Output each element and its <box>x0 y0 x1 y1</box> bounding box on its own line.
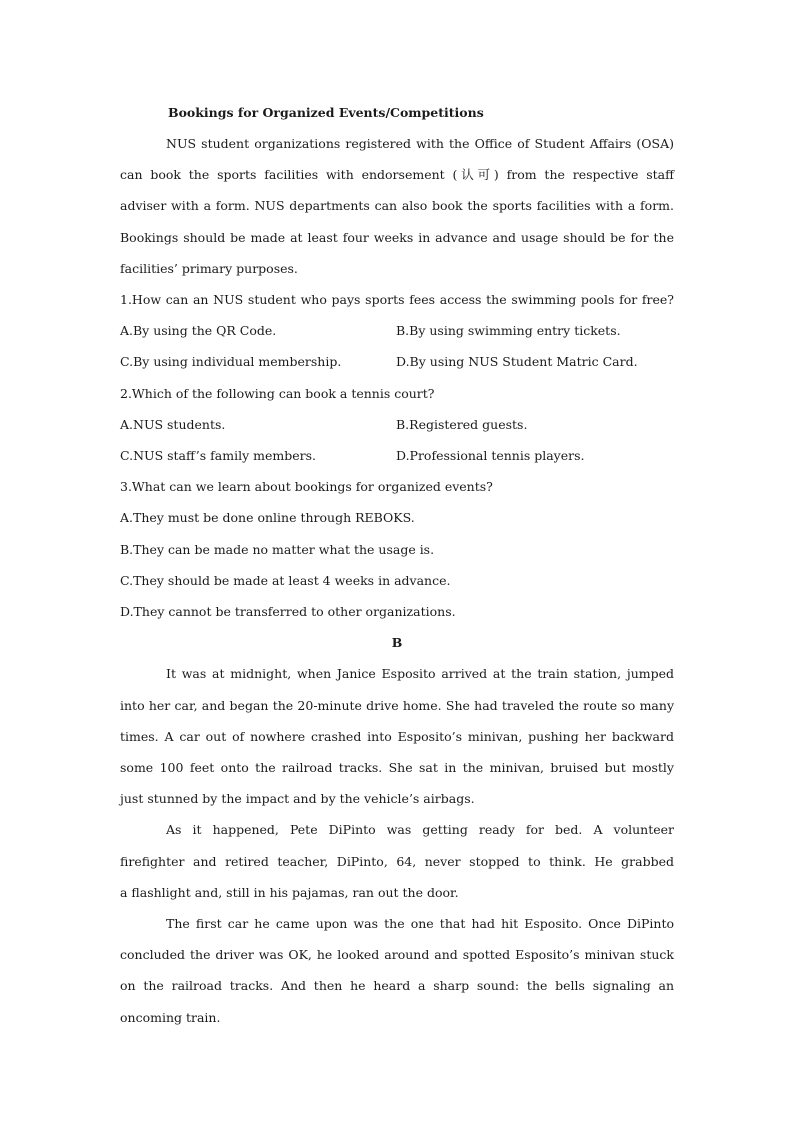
paragraph-line: As it happened, Pete DiPinto was getting ready for bed. A volunteer <box>166 822 674 837</box>
question-3-option-d: D.They cannot be transferred to other organizations. <box>120 604 456 619</box>
paragraph-line: on the railroad tracks. And then he heard a sharp sound: the bells signaling an <box>120 978 674 993</box>
section-title: Bookings for Organized Events/Competitions <box>168 105 484 120</box>
paragraph-line: adviser with a form. NUS departments can also book the sports facilities with a form. <box>120 198 674 213</box>
paragraph-line: a flashlight and, still in his pajamas, ran out the door. <box>120 885 459 900</box>
question-1-option-d: D.By using NUS Student Matric Card. <box>396 354 638 369</box>
question-1-option-a: A.By using the QR Code. <box>120 323 277 338</box>
question-3-option-c: C.They should be made at least 4 weeks in advance. <box>120 573 451 588</box>
question-3-option-a: A.They must be done online through REBOKS. <box>120 510 415 525</box>
question-3-stem: 3.What can we learn about bookings for organized events? <box>120 479 493 494</box>
question-1-option-c: C.By using individual membership. <box>120 354 342 369</box>
section-b-heading: B <box>391 635 403 650</box>
question-2-option-c: C.NUS staff’s family members. <box>120 448 316 463</box>
paragraph-line: just stunned by the impact and by the vehicle’s airbags. <box>120 791 475 806</box>
paragraph-line: firefighter and retired teacher, DiPinto, 64, never stopped to think. He grabbed <box>120 854 674 869</box>
paragraph-line: It was at midnight, when Janice Esposito arrived at the train station, jumped <box>166 666 674 681</box>
question-2-stem: 2.Which of the following can book a tennis court? <box>120 386 435 401</box>
paragraph-line: into her car, and began the 20-minute drive home. She had traveled the route so many <box>120 698 674 713</box>
paragraph-line: some 100 feet onto the railroad tracks. She sat in the minivan, bruised but mostly <box>120 760 674 775</box>
paragraph-line: times. A car out of nowhere crashed into Esposito’s minivan, pushing her backward <box>120 729 674 744</box>
paragraph-line: Bookings should be made at least four weeks in advance and usage should be for the <box>120 230 674 245</box>
question-2-option-d: D.Professional tennis players. <box>396 448 585 463</box>
paragraph-line: oncoming train. <box>120 1010 221 1025</box>
paragraph-line: facilities’ primary purposes. <box>120 261 298 276</box>
paragraph-line: NUS student organizations registered with the Office of Student Affairs (OSA) <box>166 136 674 151</box>
question-2-option-b: B.Registered guests. <box>396 417 528 432</box>
question-1-stem: 1.How can an NUS student who pays sports fees access the swimming pools for free? <box>120 292 674 307</box>
paragraph-line: The first car he came upon was the one that had hit Esposito. Once DiPinto <box>166 916 674 931</box>
question-2-option-a: A.NUS students. <box>120 417 226 432</box>
question-1-option-b: B.By using swimming entry tickets. <box>396 323 621 338</box>
paragraph-line: can book the sports facilities with endorsement (认可) from the respective staff <box>120 167 674 182</box>
question-3-option-b: B.They can be made no matter what the usage is. <box>120 542 435 557</box>
paragraph-line: concluded the driver was OK, he looked around and spotted Esposito’s minivan stuck <box>120 947 674 962</box>
